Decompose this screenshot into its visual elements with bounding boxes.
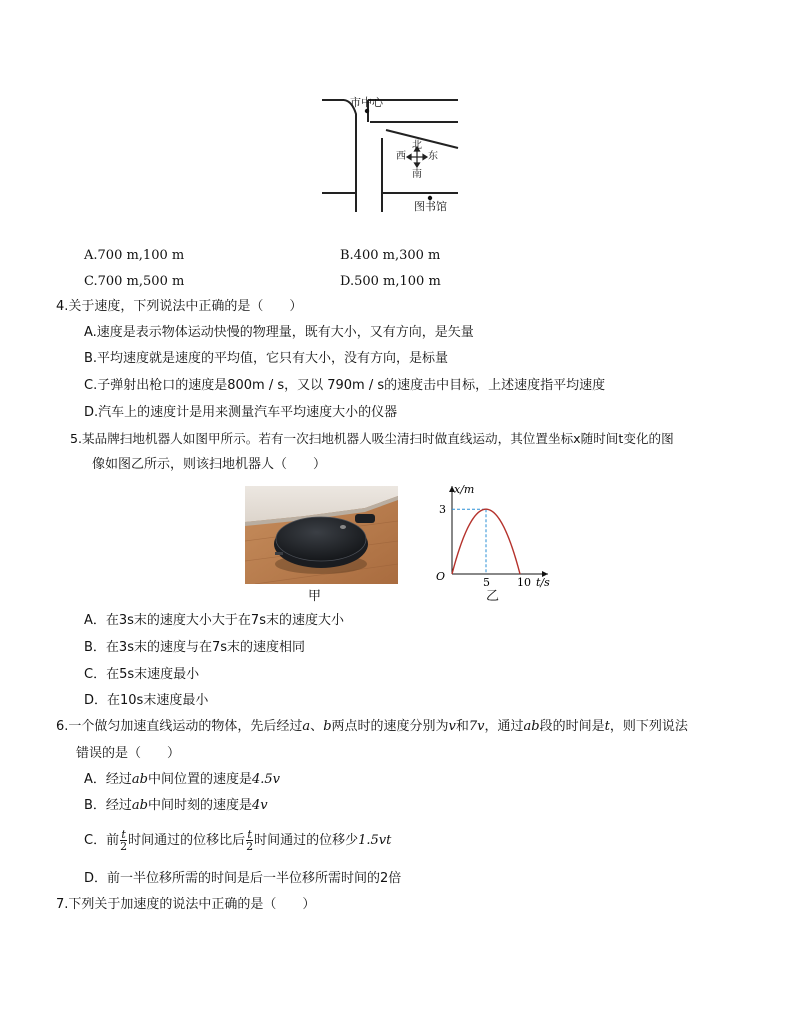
q6-speed-7v: 7v — [468, 719, 485, 734]
q6-option-c — [84, 828, 391, 854]
q4-option-b: B.平均速度就是速度的平均值，它只有大小，没有方向，是标量 — [84, 351, 449, 366]
q6-speed-v: v — [448, 719, 456, 734]
fig-left-caption: 甲 — [308, 589, 322, 604]
q6-option-b — [84, 797, 268, 815]
x-axis-label: t/s — [536, 576, 550, 589]
city-center-label: 市中心 — [350, 96, 383, 109]
q6-c-post: 时间通过的位移少 — [254, 833, 359, 848]
q3-option-a: A.700 m,100 m — [84, 248, 185, 263]
q6-stem — [56, 718, 688, 736]
q6-stem-e: ，则下列说法 — [609, 719, 688, 734]
q4-option-d: D.汽车上的速度计是用来测量汽车平均速度大小的仪器 — [84, 405, 398, 420]
half-time-fraction-2 — [246, 829, 253, 852]
compass-west-label: 西 — [396, 151, 406, 162]
q6-b-mid: 中间时刻的速度是 — [148, 798, 253, 813]
half-time-fraction — [120, 829, 127, 852]
q5-option-a: A．在3s末的速度大小大于在7s末的速度大小 — [84, 613, 344, 628]
compass-east-label: 东 — [428, 151, 438, 162]
q6-c-mid: 时间通过的位移比后 — [128, 833, 246, 848]
q5-stem-line1: 5.某品牌扫地机器人如图甲所示。若有一次扫地机器人吸尘清扫时做直线运动，其位置坐标x随时间t变化的图 — [70, 431, 674, 446]
q5-option-c: C．在5s末速度最小 — [84, 667, 200, 682]
x-tick-label: 10 — [517, 576, 531, 589]
fraction-denominator: 2 — [120, 840, 128, 853]
compass-south-label: 南 — [412, 169, 422, 180]
q4-option-c: C.子弹射出枪口的速度是800m / s，又以 790m / s的速度击中目标，上述速度指平均速度 — [84, 378, 606, 393]
q5-stem-line2: 像如图乙所示，则该扫地机器人（ ） — [92, 457, 327, 472]
q6-c-value: 1.5vt — [358, 833, 392, 848]
q4-stem: 4.关于速度，下列说法中正确的是（ ） — [56, 299, 303, 314]
q6-a-mid: 中间位置的速度是 — [147, 772, 252, 787]
fig-right-caption: 乙 — [486, 589, 500, 604]
compass-north-label: 北 — [412, 140, 422, 151]
q6-stem-line2: 错误的是（ ） — [76, 746, 181, 761]
y-tick-label: 3 — [439, 503, 446, 517]
q3-option-d: D.500 m,100 m — [340, 274, 441, 289]
q6-b-pre: B．经过 — [84, 798, 132, 813]
fraction-numerator: t — [247, 828, 252, 841]
q6-sep: 、 — [310, 719, 324, 734]
q6-segment-ab: ab — [523, 719, 540, 734]
q6-a-pre: A．经过 — [84, 772, 132, 787]
library-label: 图书馆 — [414, 200, 447, 213]
robot-vacuum-image — [245, 486, 398, 584]
q3-option-b: B.400 m,300 m — [340, 248, 441, 263]
q6-point-a: a — [302, 719, 311, 734]
q3-option-c: C.700 m,500 m — [84, 274, 185, 289]
q6-option-d: D．前一半位移所需的时间是后一半位移所需时间的2倍 — [84, 871, 402, 886]
origin-label: O — [436, 570, 446, 583]
q5-option-b: B．在3s末的速度与在7s末的速度相同 — [84, 640, 306, 655]
q6-b-ab: ab — [131, 798, 148, 813]
q6-time-t: t — [604, 719, 610, 734]
x-tick-label: 5 — [483, 576, 490, 589]
q6-stem-a: 6.一个做匀加速直线运动的物体，先后经过 — [56, 719, 303, 734]
q6-and: 和 — [455, 719, 469, 734]
q6-option-a — [84, 771, 280, 789]
q6-point-b: b — [323, 719, 332, 734]
q6-c-pre: C．前 — [84, 833, 120, 848]
fraction-denominator: 2 — [246, 840, 254, 853]
q4-option-a: A.速度是表示物体运动快慢的物理量，既有大小，又有方向，是矢量 — [84, 325, 474, 340]
q6-stem-d: 段的时间是 — [539, 719, 605, 734]
q5-option-d: D．在10s末速度最小 — [84, 693, 209, 708]
q6-stem-c: ，通过 — [484, 719, 524, 734]
fraction-numerator: t — [121, 828, 126, 841]
q6-stem-b: 两点时的速度分别为 — [331, 719, 449, 734]
q6-b-value: 4v — [252, 798, 268, 813]
q6-a-ab: ab — [131, 772, 148, 787]
y-axis-label: x/m — [454, 483, 475, 496]
position-time-chart — [430, 478, 560, 596]
q7-stem: 7.下列关于加速度的说法中正确的是（ ） — [56, 897, 316, 912]
q6-a-value: 4.5v — [252, 772, 281, 787]
